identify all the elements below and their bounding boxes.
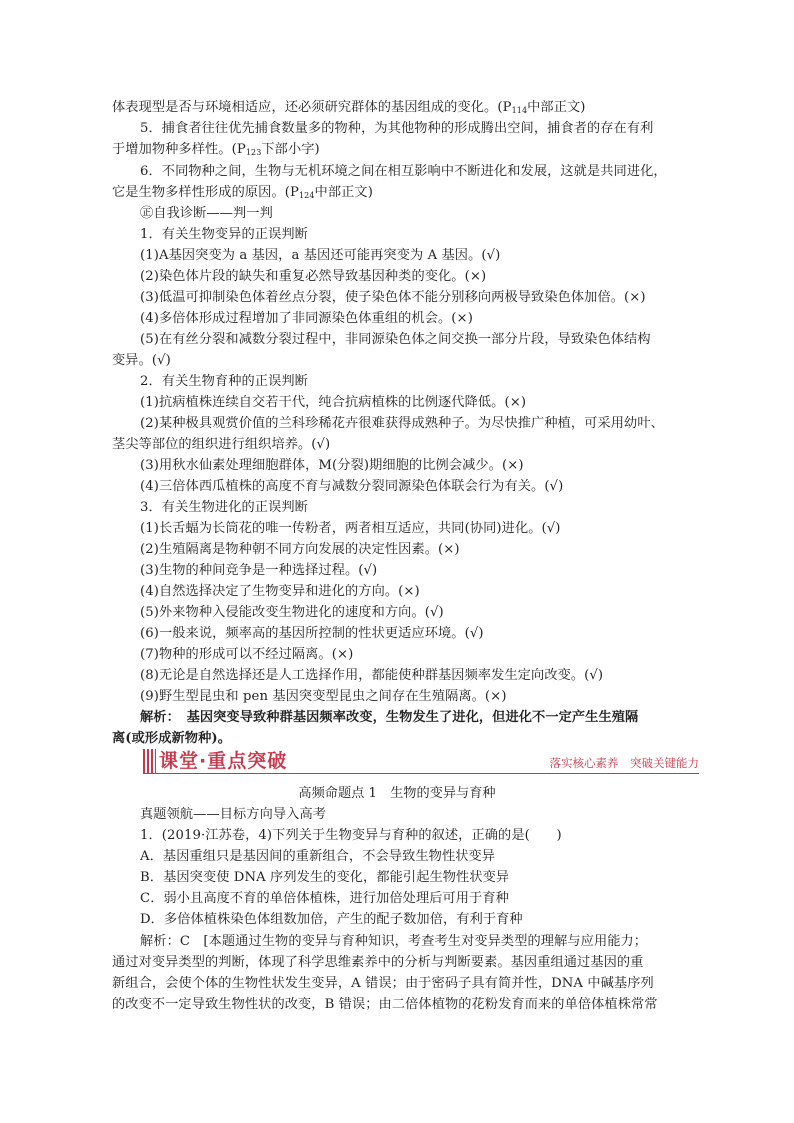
list-item: (6)一般来说，频率高的基因所控制的性状更适应环境。(√) xyxy=(140,626,484,641)
section-banner xyxy=(143,749,699,773)
list-item: (3)低温可抑制染色体着丝点分裂，使子染色体不能分别移向两极导致染色体加倍。(×) xyxy=(140,290,646,305)
option-c: C．弱小且高度不育的单倍体植株，进行加倍处理后可用于育种 xyxy=(140,891,509,906)
list-item: 变异。(√) xyxy=(112,353,171,368)
banner-title: 课堂·重点突破 xyxy=(159,750,288,772)
list-item: (2)某种极具观赏价值的兰科珍稀花卉很难获得成熟种子。为尽快推广种植，可采用幼叶、 xyxy=(140,416,664,431)
list-item: (2)染色体片段的缺失和重复必然导致基因种类的变化。(×) xyxy=(140,269,487,284)
list-item: (9)野生型昆虫和 pen 基因突变型昆虫之间存在生殖隔离。(×) xyxy=(140,689,507,704)
list-item: (1)抗病植株连续自交若干代，纯合抗病植株的比例逐代降低。(×) xyxy=(140,395,527,410)
question-stem: 1．(2019·江苏卷，4)下列关于生物变异与育种的叙述，正确的是( ) xyxy=(140,828,562,843)
list-item: (8)无论是自然选择还是人工选择作用，都能使种群基因频率发生定向改变。(√) xyxy=(140,668,604,683)
text-line: 于增加物种多样性。($P_{123}$下部小字) xyxy=(112,142,320,157)
list-item: (4)自然选择决定了生物变异和进化的方向。(×) xyxy=(140,584,420,599)
list-item: 茎尖等部位的组织进行组织培养。(√) xyxy=(112,437,331,452)
option-a: A．基因重组只是基因间的重新组合，不会导致生物性状变异 xyxy=(140,849,496,864)
analysis-line: 离(或形成新物种)。 xyxy=(112,731,231,746)
list-item: (2)生殖隔离是物种朝不同方向发展的决定性因素。(×) xyxy=(140,542,460,557)
analysis-line: 通过对变异类型的判断，体现了科学思维素养中的分析与判断要素。基因重组通过基因的重 xyxy=(112,955,644,970)
list-item: (3)用秋水仙素处理细胞群体，M(分裂)期细胞的比例会减少。(×) xyxy=(140,458,524,473)
banner-slogan: 落实核心素养 突破关键能力 xyxy=(549,756,699,770)
banner-rule xyxy=(143,773,699,774)
banner-stripes xyxy=(143,749,156,773)
list-item: (1)A基因突变为 a 基因，a 基因还可能再突变为 A 基因。(√) xyxy=(140,248,501,263)
analysis-line: 的改变不一定导致生物性状的改变，B 错误；由二倍体植物的花粉发育而来的单倍体植株常常 xyxy=(112,997,658,1012)
option-b: B．基因突变使 DNA 序列发生的变化，都能引起生物性状变异 xyxy=(140,870,510,885)
list-item: (5)在有丝分裂和减数分裂过程中，非同源染色体之间交换一部分片段，导致染色体结构 xyxy=(140,332,651,347)
section-subtitle: 真题领航——目标方向导入高考 xyxy=(140,807,327,822)
section-subtitle: ㊣自我诊断——判一判 xyxy=(140,206,273,221)
text-line: 6．不同物种之间，生物与无机环境之间在相互影响中不断进化和发展，这就是共同进化， xyxy=(140,164,667,179)
section-heading: 2．有关生物育种的正误判断 xyxy=(140,374,308,389)
text-line: 体表现型是否与环境相适应，还必须研究群体的基因组成的变化。($P_{114}$中部正文) xyxy=(112,100,586,115)
list-item: (5)外来物种入侵能改变生物进化的速度和方向。(√) xyxy=(140,605,444,620)
analysis-line: 解析：C [本题通过生物的变异与育种知识，考查考生对变异类型的理解与应用能力； xyxy=(140,934,648,949)
section-heading: 1．有关生物变异的正误判断 xyxy=(140,227,308,242)
text-line: 它是生物多样性形成的原因。($P_{124}$中部正文) xyxy=(112,185,373,200)
list-item: (1)长舌蝠为长筒花的唯一传粉者，两者相互适应，共同(协同)进化。(√) xyxy=(140,521,561,536)
topic-heading: 高频命题点 1 生物的变异与育种 xyxy=(298,786,496,801)
option-d: D．多倍体植株染色体组数加倍，产生的配子数加倍，有利于育种 xyxy=(140,912,523,927)
text-line: 5．捕食者往往优先捕食数量多的物种，为其他物种的形成腾出空间，捕食者的存在有利 xyxy=(140,121,654,136)
list-item: (4)三倍体西瓜植株的高度不育与减数分裂同源染色体联会行为有关。(√) xyxy=(140,479,564,494)
analysis-line: 新组合，会使个体的生物性状发生变异，A 错误；由于密码子具有简并性，DNA 中碱基序列 xyxy=(112,976,654,991)
section-heading: 3．有关生物进化的正误判断 xyxy=(140,500,308,515)
list-item: (3)生物的种间竞争是一种选择过程。(√) xyxy=(140,563,378,578)
list-item: (7)物种的形成可以不经过隔离。(×) xyxy=(140,647,354,662)
list-item: (4)多倍体形成过程增加了非同源染色体重组的机会。(×) xyxy=(140,311,473,326)
analysis-line: 解析： 基因突变导致种群基因频率改变，生物发生了进化，但进化不一定产生生殖隔 xyxy=(140,710,639,725)
